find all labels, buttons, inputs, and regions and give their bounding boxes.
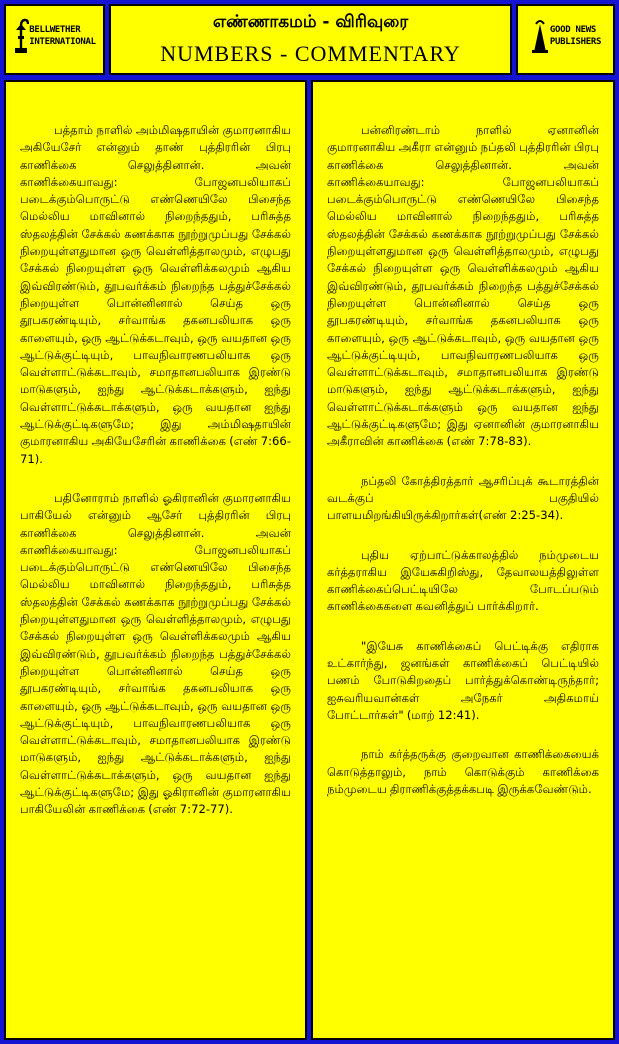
left-column — [4, 80, 307, 1040]
page-header — [109, 4, 512, 75]
title-english: NUMBERS - COMMENTARY — [160, 41, 461, 66]
right-logo-line1: GOOD NEWS — [549, 25, 596, 35]
bellwether-logo — [4, 4, 105, 75]
title-tamil: எண்ணாகமம் - விரிவுரை — [212, 12, 409, 32]
paragraph: நாம் கர்த்தருக்கு குறைவான காணிக்கையைக் கொடுத்தாலும், நாம் கொடுக்கும் காணிக்கை நம்முடைய திராணிக்குத்தக்கபடி இருக்கவேண்டும். — [327, 747, 599, 796]
paragraph: "இயேசு காணிக்கைப் பெட்டிக்கு எதிராக உட்கார்ந்து, ஜனங்கள் காணிக்கைப் பெட்டியில் பணம் போடுகிறதைப் பார்த்துக்கொண்டிருந்தார்; ஐசுவரியவான்கள் அநேகர் அதிகமாய் போட்டார்கள்" (மாற் 12:41). — [327, 638, 599, 722]
right-column — [311, 80, 615, 1040]
shepherd-staff-icon — [13, 18, 29, 54]
left-logo-line1: BELLWETHER — [29, 25, 81, 35]
trumpet-icon — [530, 18, 550, 54]
paragraph: நப்தலி கோத்திரத்தார் ஆசரிப்புக் கூடாரத்தின் வடக்குப் பகுதியில் பாளயமிறங்கியிருக்கிறார்கள்(எண் 2:25-34). — [327, 473, 599, 523]
paragraph: பத்தாம் நாளில் அம்மிஷதாயின் குமாரனாகிய அகியேசேர் என்னும் தாண் புத்திரரின் பிரபு காணிக்கை செலுத்தினான். அவன் காணிக்கையாவது: போஜனபலியாகப் படைக்கும்பொருட்டு எண்ணெயிலே பிசைந்த மெல்லிய மாவினால் நிறைந்ததும், பரிசுத்த ஸ்தலத்தின் சேக்கல் கணக்காக நூற்றுமுப்பது சேக்கல் நிறையுள்ளதுமான ஒரு வெள்ளித்தாலமும், எழுபது சேக்கல் நிறையுள்ள ஒரு வெள்ளிக்கலமும் ஆகிய இவ்விரண்டும், தூபவர்க்கம் நிறைந்த பத்துச்சேக்கல் நிறையுள்ள பொன்னினால் செய்த ஒரு தூபகரண்டியும், சர்வாங்க தகனபலியாக ஒரு காளையும், ஒரு ஆட்டுக்கடாவும், ஒரு வயதான ஒரு ஆட்டுக்குட்டியும், பாவநிவாரணபலியாக ஒரு வெள்ளாட்டுக்கடாவும், சமாதானபலியாக இரண்டு மாடுகளும், ஐந்து ஆட்டுக்கடாக்களும், ஐந்து வெள்ளாட்டுக்கடாக்களும், ஒரு வயதான ஐந்து ஆட்டுக்குட்டிகளுமே; இது அம்மிஷதாயின் குமாரனாகிய அகியேசேரின் காணிக்கை (எண் 7:66-71). — [20, 123, 291, 466]
right-logo-line2: PUBLISHERS — [549, 37, 602, 47]
good-news-logo — [516, 4, 615, 75]
paragraph: பன்னிரண்டாம் நாளில் ஏனானின் குமாரனாகிய அகீரா என்னும் நப்தலி புத்திரரின் பிரபு காணிக்கை செலுத்தினான். அவன் காணிக்கையாவது: போஜனபலியாகப் படைக்கும்பொருட்டு எண்ணெயிலே பிசைந்த மெல்லிய மாவினால் நிறைந்ததும், பரிசுத்த ஸ்தலத்தின் சேக்கல் கணக்காக நூற்றுமுப்பது சேக்கல் நிறையுள்ளதுமான ஒரு வெள்ளித்தாலமும், எழுபது சேக்கல் நிறையுள்ள ஒரு வெள்ளிக்கலமும் ஆகிய இவ்விரண்டும், தூபவர்க்கம் நிறைந்த பத்துச்சேக்கல் நிறையுள்ள பொன்னினால் செய்த ஒரு தூபகரண்டியும், சர்வாங்க தகனபலியாக ஒரு காளையும், ஒரு ஆட்டுக்கடாவும், ஒரு வயதான ஒரு ஆட்டுக்குட்டியும், பாவநிவாரணபலியாக ஒரு வெள்ளாட்டுக்கடாவும், சமாதானபலியாக இரண்டு மாடுகளும், ஐந்து ஆட்டுக்கடாக்களும், ஐந்து வெள்ளாட்டுக்கடாக்களும் ஒரு வயதான ஐந்து ஆட்டுக்குட்டிகளுமே; இது ஏனானின் குமாரனாகிய அகீராவின் காணிக்கை (எண் 7:78-83). — [327, 123, 599, 449]
paragraph: புதிய ஏற்பாட்டுக்காலத்தில் நம்முடைய கர்த்தராகிய இயேசுகிறிஸ்து, தேவாலயத்திலுள்ள காணிக்கைப்பெட்டியிலே போடப்படும் காணிக்கைகளை கவனித்துப் பார்க்கிறார். — [327, 547, 599, 614]
left-logo-line2: INTERNATIONAL — [29, 37, 96, 47]
paragraph: பதினோராம் நாளில் ஓகிரானின் குமாரனாகிய பாகியேல் என்னும் ஆசேர் புத்திரரின் பிரபு காணிக்கை செலுத்தினான். அவன் காணிக்கையாவது: போஜனபலியாகப் படைக்கும்பொருட்டு எண்ணெயிலே பிசைந்த மெல்லிய மாவினால் நிறைந்ததும், பரிசுத்த ஸ்தலத்தின் சேக்கல் கணக்காக நூற்றுமுப்பது சேக்கல் நிறையுள்ளதுமான ஒரு வெள்ளித்தாலமும், எழுபது சேக்கல் நிறையுள்ள ஒரு வெள்ளிக்கலமும் ஆகிய இவ்விரண்டும், தூபவர்க்கம் நிறைந்த பத்துச்சேக்கல் நிறையுள்ள பொன்னினால் செய்த ஒரு தூபகரண்டியும், சர்வாங்க தகனபலியாக ஒரு காளையும், ஒரு ஆட்டுக்கடாவும், ஒரு வயதான ஒரு ஆட்டுக்குட்டியும், பாவநிவாரணபலியாக ஒரு வெள்ளாட்டுக்கடாவும், சமாதானபலியாக இரண்டு மாடுகளும், ஐந்து ஆட்டுக்கடாக்களும், ஐந்து வெள்ளாட்டுக்கடாக்களும், ஒரு வயதான ஐந்து ஆட்டுக்குட்டிகளுமே; இது ஓகிரானின் குமாரனாகிய பாகியேலின் காணிக்கை (எண் 7:72-77). — [20, 490, 291, 817]
